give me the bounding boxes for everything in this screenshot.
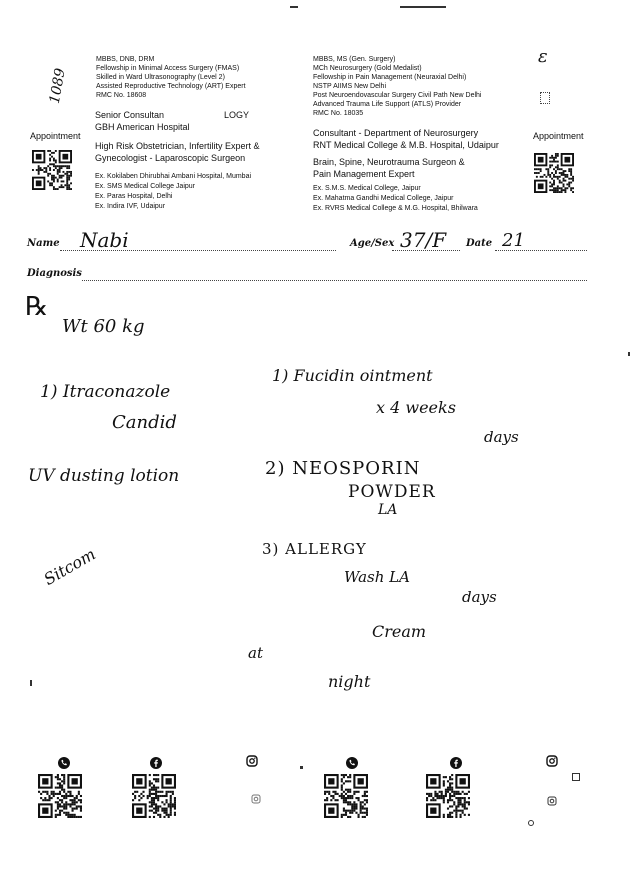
left-experience: Ex. Kokilaben Dhirubhai Ambani Hospital, Mumbai Ex. SMS Medical College Jaipur Ex. Paras Hospital, Delhi Ex. Indira IVF, Udaipur: [95, 173, 252, 210]
rx-note: Candid: [112, 412, 177, 433]
qr-code: [32, 150, 72, 190]
rx-item: POWDER: [348, 482, 436, 502]
name-value: Nabi: [80, 228, 129, 252]
phone-icon: [346, 756, 358, 768]
date-value: 21: [502, 230, 525, 251]
scan-mark: [30, 680, 32, 686]
appointment-label-right: Appointment: [533, 131, 584, 141]
right-specialty: Pain Management Expert: [313, 169, 415, 179]
rx-note: days: [462, 588, 497, 606]
left-title: Senior Consultan LOGY: [95, 110, 250, 120]
age-label: Age/Sex: [350, 238, 395, 249]
rx-note: days: [484, 428, 519, 446]
left-specialty: High Risk Obstetrician, Infertility Expert &: [95, 141, 260, 151]
instagram-icon: [246, 754, 258, 766]
qr-code: [324, 774, 368, 818]
rx-note: Sitcom: [40, 544, 99, 589]
instagram-icon: [250, 792, 262, 804]
phone-icon: [58, 756, 70, 768]
rx-note: Wash LA: [344, 568, 410, 586]
right-title: Consultant - Department of Neurosurgery: [313, 128, 479, 138]
right-qualifications: MBBS, MS (Gen. Surgery) MCh Neurosurgery (Gold Medalist) Fellowship in Pain Management (Neuraxial Delhi) NSTP AIIMS New Delhi Post Neuroendovascular Surgery Civil Path New Delhi Advanced Trauma Life Support (ATLS) Provider RMC No. 18035: [313, 56, 482, 117]
rx-weight: Wt 60 kg: [62, 316, 145, 337]
name-label: Name: [27, 238, 60, 249]
scan-mark: [528, 820, 534, 826]
margin-note: 1089: [46, 67, 69, 105]
appointment-label-left: Appointment: [30, 131, 81, 141]
rx-note: x 4 weeks: [376, 398, 456, 417]
rx-item: 1) Fucidin ointment: [272, 366, 433, 385]
scan-mark: [290, 6, 298, 8]
margin-note: ɛ: [538, 46, 548, 67]
rx-item: 3) ALLERGY: [262, 540, 367, 558]
rx-note: at: [248, 644, 263, 662]
qr-code: [132, 774, 176, 818]
date-label: Date: [466, 238, 493, 249]
diagnosis-line: [82, 280, 587, 281]
rx-item: UV dusting lotion: [28, 466, 180, 486]
rx-note: night: [328, 672, 371, 691]
qr-code: [534, 153, 574, 193]
rx-item: 2) NEOSPORIN: [265, 458, 421, 479]
scan-mark: [628, 352, 630, 356]
left-qualifications: MBBS, DNB, DRM Fellowship in Minimal Access Surgery (FMAS) Skilled in Ward Ultrasonography (Level 2) Assisted Reproductive Technology (ART) Expert RMC No. 18608: [96, 56, 246, 99]
scan-mark: [540, 92, 550, 104]
scan-mark: [300, 766, 303, 769]
rx-note: Cream: [372, 622, 427, 641]
qr-code: [38, 774, 82, 818]
facebook-icon: [150, 756, 162, 768]
right-specialty: Brain, Spine, Neurotrauma Surgeon &: [313, 157, 465, 167]
rx-symbol: ℞: [25, 292, 49, 322]
left-hospital: GBH American Hospital: [95, 122, 190, 132]
right-hospital: RNT Medical College & M.B. Hospital, Udaipur: [313, 140, 499, 150]
rx-item: 1) Itraconazole: [40, 382, 171, 402]
diagnosis-label: Diagnosis: [27, 268, 82, 279]
left-specialty: Gynecologist - Laparoscopic Surgeon: [95, 153, 246, 163]
age-value: 37/F: [400, 228, 447, 252]
qr-code: [426, 774, 470, 818]
instagram-icon: [546, 794, 558, 806]
scan-mark: [400, 6, 446, 8]
right-experience: Ex. S.M.S. Medical College, Jaipur Ex. Mahatma Gandhi Medical College, Jaipur Ex. RVRS Medical College & M.G. Hospital, Bhilwara: [313, 185, 478, 212]
scan-mark: [572, 773, 580, 781]
facebook-icon: [450, 756, 462, 768]
rx-note: LA: [378, 502, 398, 518]
instagram-icon: [546, 754, 558, 766]
